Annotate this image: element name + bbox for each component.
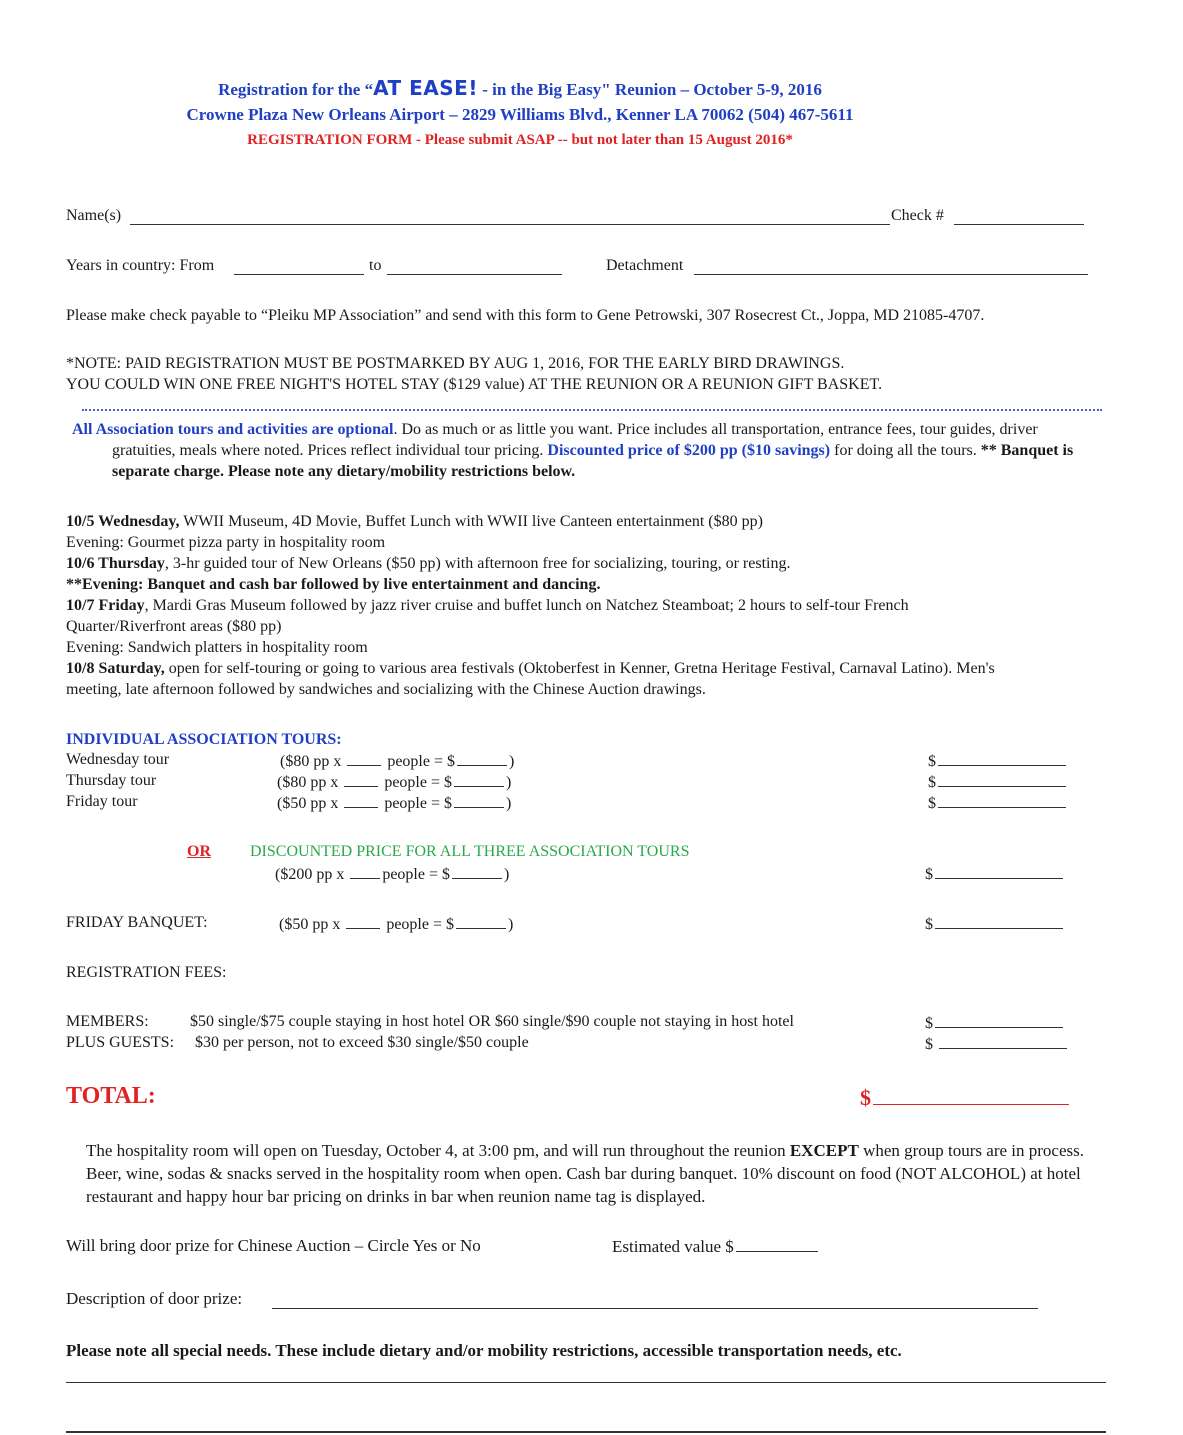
calc-rate: ($200 pp x — [275, 866, 345, 883]
title-suffix: - in the Big Easy" Reunion – October 5-9, 2016 — [477, 80, 822, 99]
schedule-wednesday — [66, 512, 763, 532]
optional-tours-paragraph — [72, 419, 1090, 482]
banquet-note: ** Banquet is separate charge. Please note any dietary/mobility restrictions below. — [112, 442, 1074, 480]
wednesday-amount-field[interactable] — [938, 750, 1066, 766]
tour-amount — [928, 792, 1068, 814]
dollar-sign: $ — [860, 1085, 871, 1110]
guests-label: PLUS GUESTS: — [66, 1034, 175, 1051]
years-to-label: to — [369, 257, 382, 274]
saturday-text: open for self-touring or going to various area festivals (Oktoberfest in Kenner, Gretna Heritage Festival, Carnaval Latino). Men's — [164, 660, 995, 677]
at-ease-title: AT EASE! — [373, 76, 478, 100]
schedule-friday — [66, 596, 909, 616]
tour-row-label: Friday tour — [66, 793, 138, 810]
calc-rate: ($50 pp x — [279, 916, 341, 933]
reunion-title — [0, 76, 1040, 102]
subtotal-field[interactable] — [454, 771, 504, 787]
early-bird-note: *NOTE: PAID REGISTRATION MUST BE POSTMARKED BY AUG 1, 2016, FOR THE EARLY BIRD DRAWINGS. — [66, 355, 845, 372]
people-count-field[interactable] — [350, 863, 380, 879]
registration-deadline: REGISTRATION FORM - Please submit ASAP -- but not later than 15 August 2016* — [247, 132, 793, 148]
optional-text-2: for doing all the tours. — [830, 442, 981, 459]
check-number-field[interactable] — [954, 224, 1084, 225]
dollar-sign: $ — [925, 866, 933, 883]
saturday-day: 10/8 Saturday, — [66, 660, 165, 677]
calc-people: people = $ — [387, 753, 455, 770]
subtotal-field[interactable] — [454, 792, 504, 808]
hospitality-text-2: when group tours are in process. Beer, wine, sodas & snacks served in the hospitality room when open. Cash bar during banquet. 10% discount on food (NOT ALCOHOL) at hotel restaurant and happy hour bar pricing on drinks in bar when reunion name tag is displayed. — [86, 1141, 1085, 1206]
banquet-label: FRIDAY BANQUET: — [66, 914, 208, 931]
thursday-day: 10/6 Thursday — [66, 555, 165, 572]
members-label: MEMBERS: — [66, 1013, 149, 1030]
dollar-sign: $ — [928, 753, 936, 770]
dollar-sign: $ — [925, 1036, 933, 1053]
schedule-friday-evening: Evening: Sandwich platters in hospitality room — [66, 639, 368, 656]
tour-row-label: Thursday tour — [66, 772, 157, 789]
subtotal-field[interactable] — [452, 863, 502, 879]
estimated-value-field[interactable] — [736, 1236, 818, 1252]
years-from-label: Years in country: From — [66, 257, 215, 274]
names-field[interactable] — [130, 224, 890, 225]
estimated-value — [612, 1236, 820, 1257]
calc-people: people = $ — [384, 795, 452, 812]
schedule-wednesday-evening: Evening: Gourmet pizza party in hospitality room — [66, 534, 386, 551]
schedule-friday-cont: Quarter/Riverfront areas ($80 pp) — [66, 618, 282, 635]
calc-close: ) — [508, 916, 514, 933]
check-label: Check # — [891, 207, 944, 224]
calc-rate: ($80 pp x — [277, 774, 339, 791]
years-from-field[interactable] — [234, 274, 364, 275]
total-label: TOTAL: — [66, 1083, 156, 1109]
guests-amount — [925, 1033, 1069, 1055]
discount-amount-field[interactable] — [935, 863, 1063, 879]
calc-people: people = $ — [382, 866, 450, 883]
years-to-field[interactable] — [387, 274, 562, 275]
subtotal-field[interactable] — [457, 750, 507, 766]
dollar-sign: $ — [925, 916, 933, 933]
members-amount — [925, 1012, 1065, 1034]
tours-heading: INDIVIDUAL ASSOCIATION TOURS: — [66, 731, 342, 748]
wednesday-text: WWII Museum, 4D Movie, Buffet Lunch with WWII live Canteen entertainment ($80 pp) — [179, 513, 763, 530]
optional-lead: All Association tours and activities are optional — [72, 421, 394, 438]
tour-row-calc — [280, 750, 514, 772]
calc-close: ) — [506, 795, 512, 812]
special-needs-label: Please note all special needs. These include dietary and/or mobility restrictions, accessible transportation needs, etc. — [66, 1341, 902, 1360]
detachment-label: Detachment — [606, 257, 684, 274]
discount-amount — [925, 863, 1065, 885]
names-label: Name(s) — [66, 207, 122, 224]
tour-row-calc — [277, 792, 511, 814]
fees-heading: REGISTRATION FEES: — [66, 964, 227, 981]
friday-text: , Mardi Gras Museum followed by jazz river cruise and buffet lunch on Natchez Steamboat; 2 hours to self-tour French — [144, 597, 909, 614]
special-needs-line-1[interactable] — [66, 1382, 1106, 1383]
discount-calc — [275, 863, 509, 885]
dollar-sign: $ — [928, 795, 936, 812]
members-amount-field[interactable] — [935, 1012, 1063, 1028]
door-prize-description-label: Description of door prize: — [66, 1289, 243, 1308]
discount-heading: DISCOUNTED PRICE FOR ALL THREE ASSOCIATION TOURS — [250, 843, 690, 860]
door-prize-question: Will bring door prize for Chinese Auction – Circle Yes or No — [66, 1236, 481, 1255]
discount-note: Discounted price of $200 pp ($10 savings) — [547, 442, 831, 459]
people-count-field[interactable] — [344, 792, 378, 808]
calc-close: ) — [506, 774, 512, 791]
calc-close: ) — [504, 866, 510, 883]
calc-people: people = $ — [384, 774, 452, 791]
schedule-saturday-cont: meeting, late afternoon followed by sandwiches and socializing with the Chinese Auction drawings. — [66, 681, 706, 698]
section-divider — [82, 409, 1102, 411]
payment-instructions: Please make check payable to “Pleiku MP Association” and send with this form to Gene Petrowski, 307 Rosecrest Ct., Joppa, MD 21085-4707. — [66, 307, 985, 324]
schedule-thursday — [66, 554, 790, 574]
detachment-field[interactable] — [694, 274, 1088, 275]
schedule-saturday — [66, 659, 995, 679]
dollar-sign: $ — [925, 1015, 933, 1032]
hospitality-paragraph — [86, 1139, 1116, 1208]
wednesday-day: 10/5 Wednesday, — [66, 513, 180, 530]
friday-amount-field[interactable] — [938, 792, 1066, 808]
guests-fee-text: $30 per person, not to exceed $30 single/$50 couple — [195, 1034, 529, 1051]
hospitality-except: EXCEPT — [789, 1141, 859, 1160]
people-count-field[interactable] — [344, 771, 378, 787]
hospitality-text: The hospitality room will open on Tuesday, October 4, at 3:00 pm, and will run throughout the reunion — [86, 1141, 790, 1160]
door-prize-description-field[interactable] — [272, 1308, 1038, 1309]
calc-rate: ($50 pp x — [277, 795, 339, 812]
banquet-calc — [279, 913, 513, 935]
subtotal-field[interactable] — [456, 913, 506, 929]
or-label: OR — [187, 843, 211, 860]
optional-text: . Do as much or as little you want. Price includes all transportation, entrance fees, tour guides, driver gratuities, meals where noted. Prices reflect individual tour pricing. — [112, 421, 1038, 459]
early-bird-prize: YOU COULD WIN ONE FREE NIGHT'S HOTEL STAY ($129 value) AT THE REUNION OR A REUNION GIFT BASKET. — [66, 376, 883, 393]
total-amount — [860, 1084, 1071, 1111]
special-needs-line-2[interactable] — [66, 1431, 1106, 1433]
people-count-field[interactable] — [346, 913, 380, 929]
hotel-address: Crowne Plaza New Orleans Airport – 2829 Williams Blvd., Kenner LA 70062 (504) 467-5611 — [186, 105, 854, 124]
tour-row-label: Wednesday tour — [66, 751, 170, 768]
friday-day: 10/7 Friday — [66, 597, 145, 614]
thursday-amount-field[interactable] — [938, 771, 1066, 787]
members-fee-text: $50 single/$75 couple staying in host hotel OR $60 single/$90 couple not staying in host hotel — [190, 1013, 794, 1030]
estimate-label: Estimated value $ — [612, 1237, 734, 1256]
tour-amount — [928, 771, 1068, 793]
guests-amount-field[interactable] — [939, 1033, 1067, 1049]
dollar-sign: $ — [928, 774, 936, 791]
tour-row-calc — [277, 771, 511, 793]
title-prefix: Registration for the “ — [218, 80, 374, 99]
thursday-text: , 3-hr guided tour of New Orleans ($50 pp) with afternoon free for socializing, touring, or resting. — [164, 555, 791, 572]
schedule-thursday-evening: **Evening: Banquet and cash bar followed by live entertainment and dancing. — [66, 576, 601, 593]
banquet-amount-field[interactable] — [935, 913, 1063, 929]
banquet-amount — [925, 913, 1065, 935]
tour-amount — [928, 750, 1068, 772]
total-amount-field[interactable] — [873, 1084, 1069, 1105]
calc-people: people = $ — [386, 916, 454, 933]
calc-close: ) — [509, 753, 515, 770]
people-count-field[interactable] — [347, 750, 381, 766]
calc-rate: ($80 pp x — [280, 753, 342, 770]
